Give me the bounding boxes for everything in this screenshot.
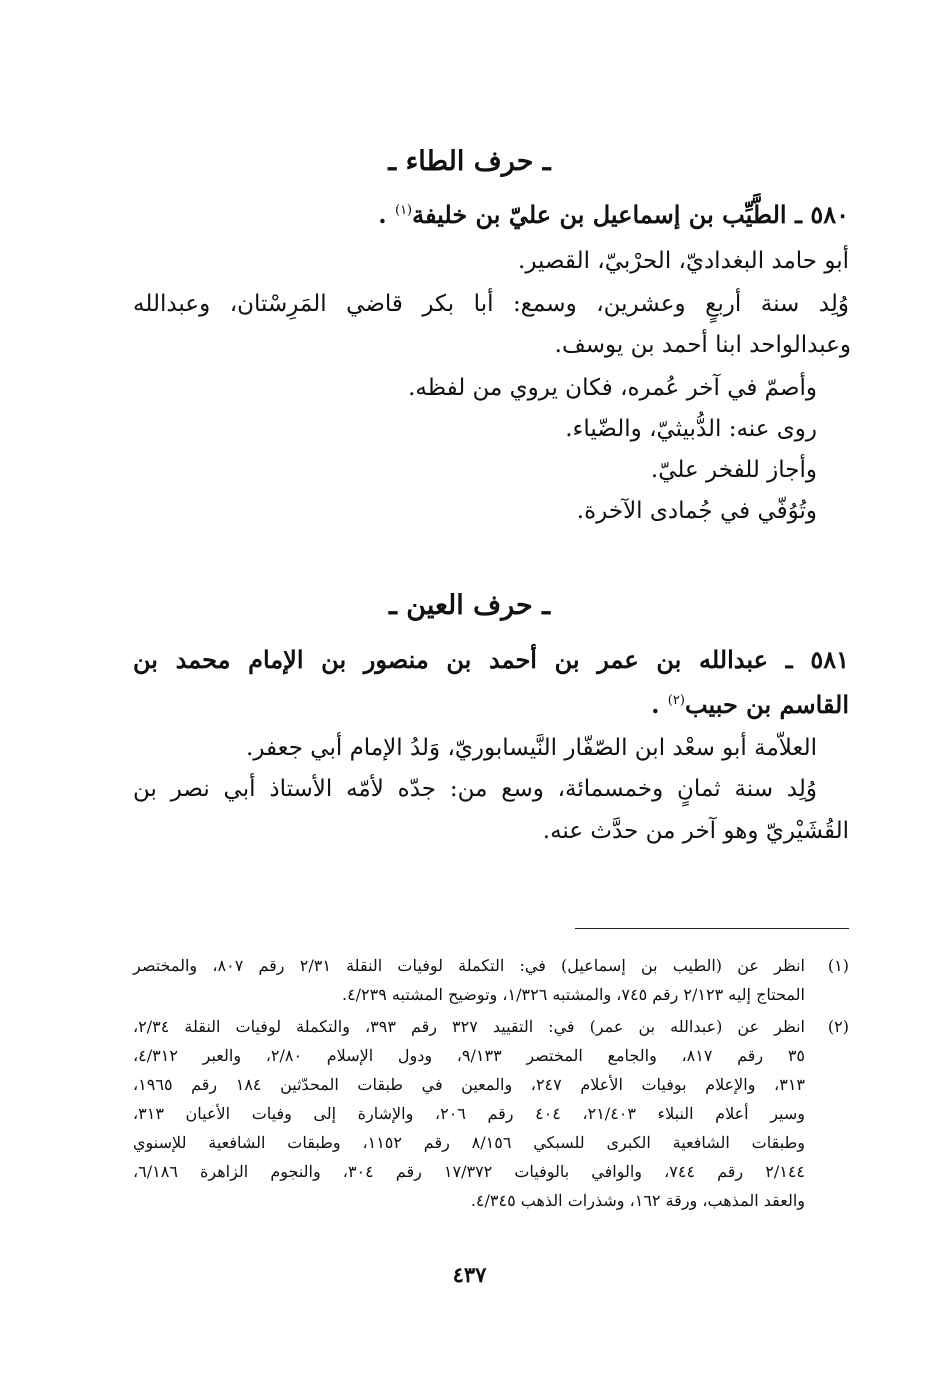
footnote-line: والعقد المذهب، ورقة ١٦٢، وشذرات الذهب ٤/٣٤٥. [470,1191,805,1210]
entry-580-line: وأجاز للفخر عليّ. [650,457,817,483]
entry-580-line: وأصمّ في آخر عُمره، فكان يروي من لفظه. [408,375,817,401]
footnote-line: انظر عن (الطيب بن إسماعيل) في: التكملة لوفيات النقلة ٢/٣١ رقم ٨٠٧، والمختصر [133,956,806,975]
footnote-number: (١) [827,956,849,975]
footnote-line: المحتاج إليه ٢/١٢٣ رقم ٧٤٥، والمشتبه ١/٣٢٦، وتوضيح المشتبه ٤/٢٣٩. [341,985,805,1004]
footnote-line: وطبقات الشافعية الكبرى للسبكي ٨/١٥٦ رقم ١١٥٢، وطبقات الشافعية للإسنوي [133,1133,805,1152]
entry-581-title-line1: ٥٨١ ـ عبدالله بن عمر بن أحمد بن منصور بن الإمام محمد بن [133,645,849,674]
footnote-ref-1: (١) [394,203,413,218]
footnote-ref-2: (٢) [667,693,685,708]
entry-580-line: وعبدالواحد ابنا أحمد بن يوسف. [554,332,851,358]
page-number: ٤٣٧ [452,1262,487,1287]
footnote-separator [575,928,849,929]
entry-580-line: أبو حامد البغداديّ، الحرْبيّ، القصير. [518,248,849,274]
entry-581-line: القُشَيْريّ وهو آخر من حدَّث عنه. [542,818,849,844]
section-heading-taa: ـ حرف الطاء ـ [388,146,551,177]
footnote-1 [133,958,849,978]
entry-581-line: العلاّمة أبو سعْد ابن الصّفّار النَّيسابوريّ، وَلدُ الإمام أبي جعفر. [246,735,817,761]
footnote-number: (٢) [827,1017,849,1036]
entry-581-line: وُلِد سنة ثمانٍ وخمسمائة، وسع من: جدّه لأمّه الأستاذ أبي نصر بن [133,776,817,802]
footnote-line: ٢/١٤٤ رقم ٧٤٤، والوافي بالوفيات ١٧/٣٧٢ رقم ٣٠٤، والنجوم الزاهرة ٦/١٨٦، [133,1162,805,1181]
footnote-line: انظر عن (عبدالله بن عمر) في: التقييد ٣٢٧ رقم ٣٩٣، والتكملة لوفيات النقلة ٢/٣٤، [133,1017,806,1036]
footnote-line: ٣١٣، والإعلام بوفيات الأعلام ٢٤٧، والمعين في طبقات المحدّثين ١٨٤ رقم ١٩٦٥، [133,1075,806,1094]
footnote-line: ٣٥ رقم ٨١٧، والجامع المختصر ٩/١٣٣، ودول الإسلام ٢/٨٠، والعبر ٤/٣١٢، [133,1046,805,1065]
entry-581-title-line2: القاسم بن حبيب$^{(٢)}$ . [651,690,849,719]
entry-580-line: وتُوُفّي في جُمادى الآخرة. [576,498,817,524]
entry-580-line: روى عنه: الدُّبيثيّ، والضّياء. [565,416,817,442]
footnote-line: وسير أعلام النبلاء ٢١/٤٠٣، ٤٠٤ رقم ٢٠٦، والإشارة إلى وفيات الأعيان ٣١٣، [133,1104,805,1123]
entry-580-title: ٥٨٠ ـ الطَّيِّب بن إسماعيل بن عليّ بن خليفة$^{(١)}$ . [378,200,849,229]
entry-580-line: وُلِد سنة أربعٍ وعشرين، وسمع: أبا بكر قاضي المَرِسْتان، وعبدالله [133,291,849,317]
section-heading-ain: ـ حرف العين ـ [388,590,551,621]
